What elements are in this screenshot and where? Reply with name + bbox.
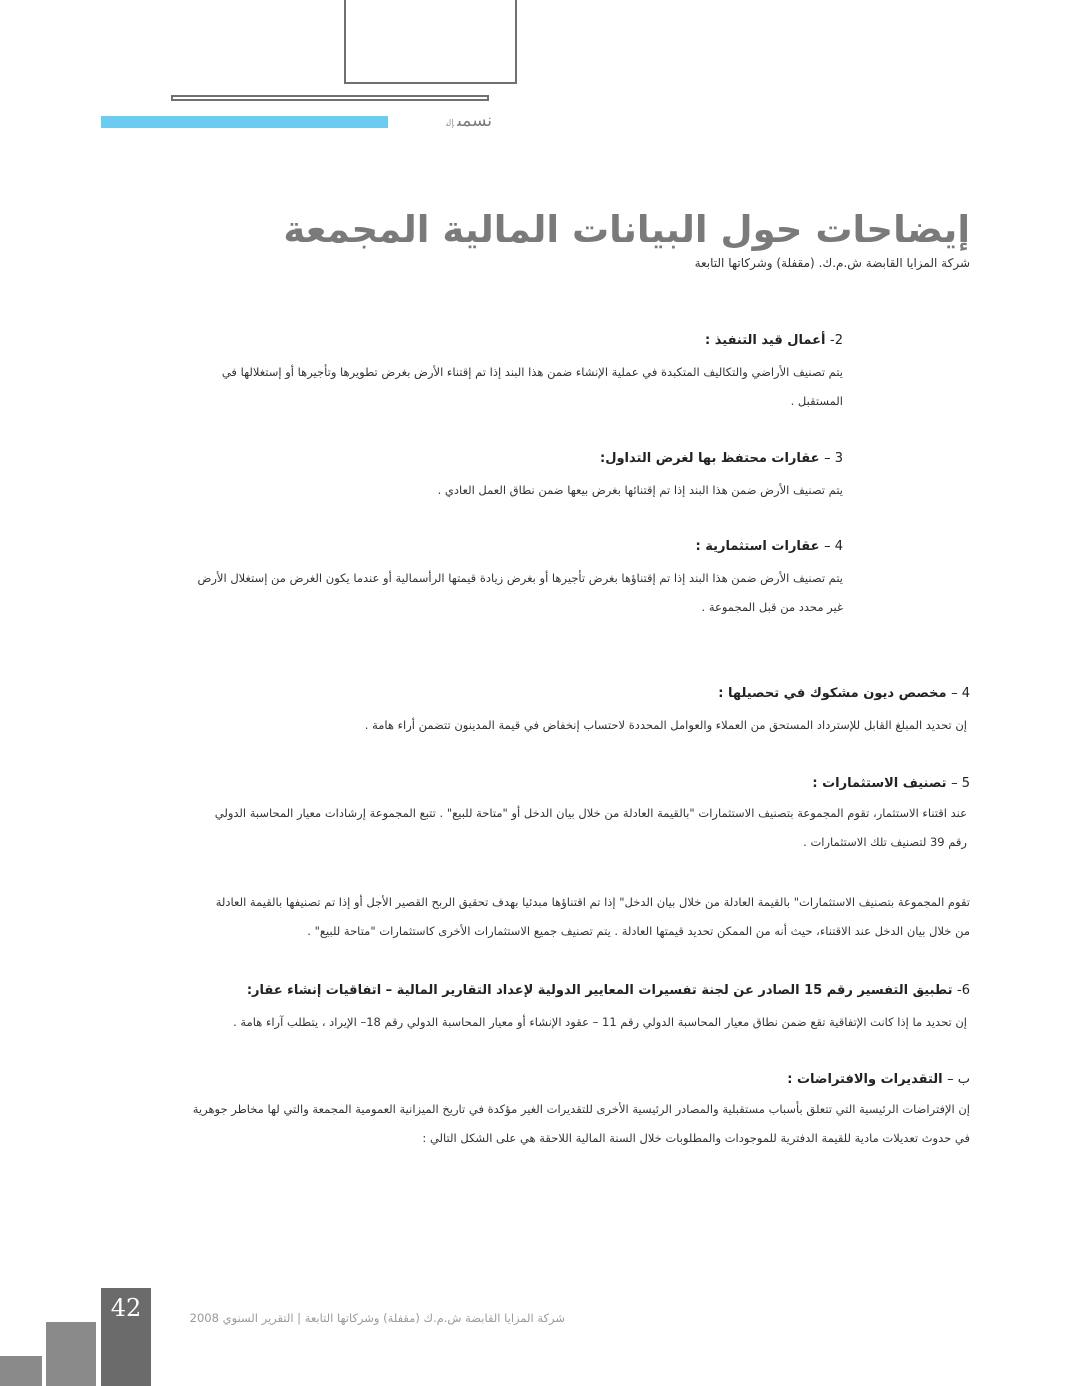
section-heading [500, 449, 843, 469]
section-heading [150, 981, 970, 1001]
section-body [110, 476, 843, 505]
header-frame-bar [171, 95, 489, 101]
body-line: إن تحديد المبلغ القابل للإسترداد المستحق من العملاء والعوامل المحددة لاحتساب إنخفاض في قيمة المدينون تتضمن أراء هامة . [364, 718, 967, 732]
section-title: مخصص ديون مشكوك في تحصيلها : [718, 686, 947, 701]
header-frame-box [344, 0, 517, 84]
section-heading [500, 1070, 970, 1090]
body-line: عند اقتناء الاستثمار، تقوم المجموعة بتصنيف الاستثمارات "بالقيمة العادلة من خلال بيان الدخل أو "متاحة للبيع" . تتبع المجموعة إرشادات معيار المحاسبة الدولي [214, 806, 967, 820]
body-line: يتم تصنيف الأراضي والتكاليف المتكبدة في عملية الإنشاء ضمن هذا البند إذا تم إقتناء الأرض بغرض تطويرها وتأجيرها أو إستغلالها في [221, 365, 843, 379]
section-number: ب – [947, 1072, 970, 1087]
section-title: أعمال قيد التنفيذ : [705, 333, 826, 348]
section-body [101, 799, 967, 857]
section-body [101, 711, 967, 740]
section-number: 6- [957, 983, 970, 998]
section-number: 3 – [824, 451, 843, 466]
slogan-word-2: إلى [445, 119, 455, 129]
body-line: في حدوث تعديلات مادية للقيمة الدفترية للموجودات والمطلوبات خلال السنة المالية اللاحقة هي على الشكل التالي : [422, 1131, 970, 1145]
section-number: 4 – [951, 686, 970, 701]
body-line: تقوم المجموعة بتصنيف الاستثمارات" بالقيمة العادلة من خلال بيان الدخل" إذا تم اقتناؤها مبدئيا بهدف تحقيق الربح القصير الأجل أو إذا تم تصنيفها بالقيمة العادلة [215, 895, 970, 909]
header-blue-strip [101, 116, 388, 128]
body-line: رقم 39 لتصنيف تلك الاستثمارات . [803, 835, 967, 849]
body-line: من خلال بيان الدخل عند الاقتناء، حيث أنه من الممكن تحديد قيمتها العادلة . يتم تصنيف جميع الاستثمارات الأخرى كاستثمارات "متاحة للبيع" . [307, 924, 970, 938]
body-line: إن تحديد ما إذا كانت الإتفاقية تقع ضمن نطاق معيار المحاسبة الدولي رقم 11 – عقود الإنشاء أو معيار المحاسبة الدولي رقم 18– الإيراد ، يتطلب آراء هامة . [233, 1015, 967, 1029]
section-heading [500, 684, 970, 704]
section-number: 5 – [951, 776, 970, 791]
section-body-paragraph-2 [101, 888, 970, 946]
body-line: المستقبل . [790, 394, 843, 408]
body-line: إن الإفتراضات الرئيسية التي تتعلق بأسباب مستقبلية والمصادر الرئيسية الأخرى للتقديرات الغير مؤكدة في تاريخ الميزانية العمومية المجمعة والتي لها مخاطر جوهرية [192, 1102, 970, 1116]
body-line: غير محدد من قبل المجموعة . [701, 600, 843, 614]
section-title: التقديرات والافتراضات : [787, 1072, 943, 1087]
page-subtitle: شركة المزايا القابضة ش.م.ك. (مقفلة) وشركاتها التابعة [694, 256, 970, 270]
page-number: 42 [110, 1294, 142, 1322]
section-heading [500, 331, 843, 351]
body-line: يتم تصنيف الأرض ضمن هذا البند إذا تم إقتناؤها بغرض تأجيرها أو بغرض زيادة قيمتها الرأسمالية أو عندما يكون الغرض من إستغلال الأرض [197, 571, 843, 585]
section-title: عقارات استثمارية : [695, 539, 820, 554]
section-title: تصنيف الاستثمارات : [812, 776, 947, 791]
slogan-word-1: نسمى [457, 111, 492, 131]
page-title: إيضاحات حول البيانات المالية المجمعة [283, 208, 970, 251]
section-body [101, 564, 843, 622]
body-line: يتم تصنيف الأرض ضمن هذا البند إذا تم إقتنائها بغرض بيعها ضمن نطاق العمل العادي . [437, 483, 843, 497]
section-heading [500, 537, 843, 557]
section-body [101, 1095, 970, 1153]
footer-deco-square [46, 1322, 96, 1386]
section-number: 2- [830, 333, 843, 348]
footer-text: شركة المزايا القابضة ش.م.ك (مقفلة) وشركاتها التابعة | التقرير السنوي 2008 [189, 1311, 565, 1325]
section-number: 4 – [824, 539, 843, 554]
page-number-box [101, 1288, 151, 1386]
section-body [101, 1008, 967, 1037]
section-title: تطبيق التفسير رقم 15 الصادر عن لجنة تفسيرات المعايير الدولية لإعداد التقارير المالية – اتفاقيات إنشاء عقار: [246, 983, 953, 998]
slogan-word-3: الارتقاء [413, 118, 443, 129]
header-slogan [360, 110, 492, 132]
footer-deco-square [0, 1356, 42, 1386]
section-heading [500, 774, 970, 794]
section-title: عقارات محتفظ بها لغرض التداول: [600, 451, 820, 466]
section-body [110, 358, 843, 416]
